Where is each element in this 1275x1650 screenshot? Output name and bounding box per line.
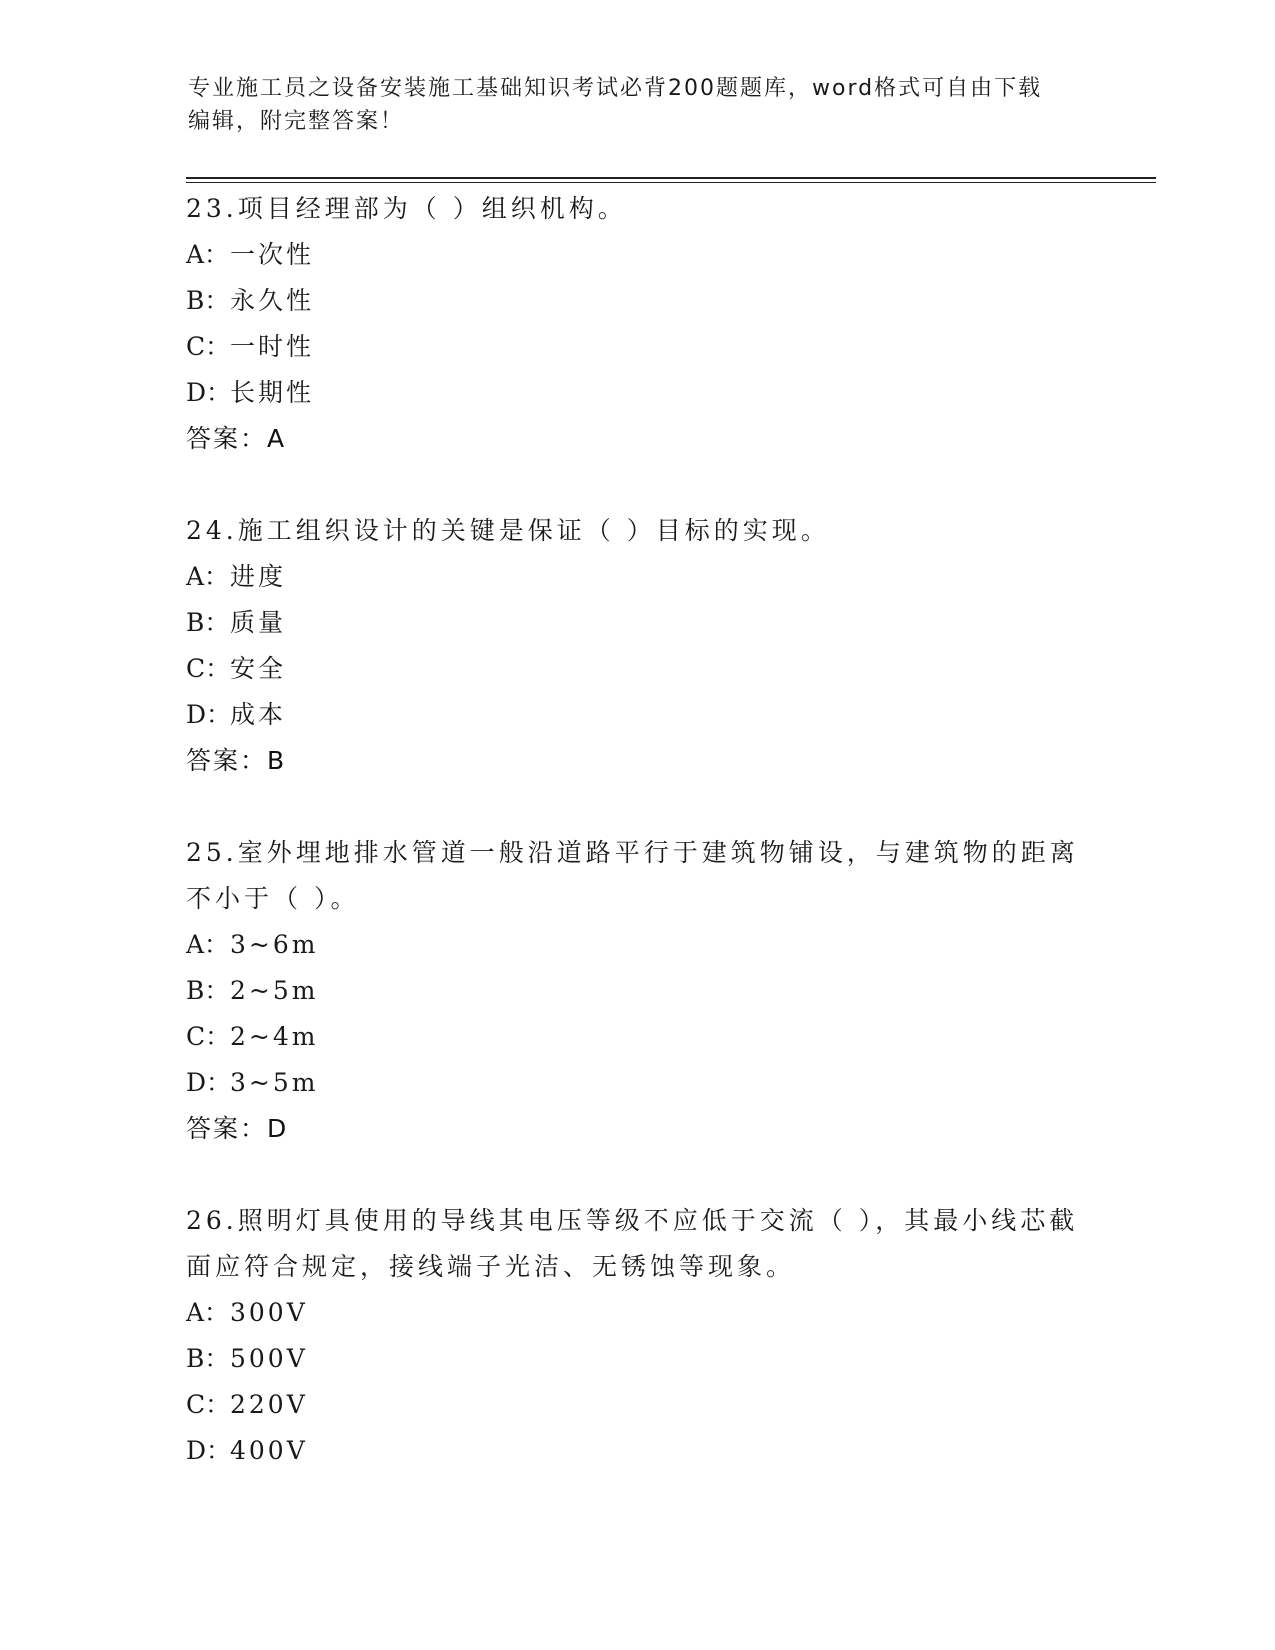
question-24 (186, 508, 1086, 784)
option-text: 500V (230, 1344, 308, 1373)
option-text: 成本 (230, 700, 287, 729)
question-25 (186, 830, 1086, 1152)
option-d (186, 1060, 1086, 1106)
option-letter: A： (186, 562, 230, 591)
option-text: 永久性 (230, 286, 315, 315)
option-text: 质量 (230, 608, 287, 637)
option-b (186, 968, 1086, 1014)
option-letter: A： (186, 240, 230, 269)
option-letter: A： (186, 1298, 230, 1327)
option-a (186, 1290, 1086, 1336)
question-23 (186, 186, 1086, 462)
option-letter: D： (186, 1436, 232, 1465)
option-letter: C： (186, 1390, 231, 1419)
option-c (186, 324, 1086, 370)
option-text: 220V (230, 1390, 308, 1419)
option-letter: A： (186, 930, 230, 959)
option-letter: B： (186, 608, 230, 637)
question-stem: 26.照明灯具使用的导线其电压等级不应低于交流（ ），其最小线芯截面应符合规定，接线端子光洁、无锈蚀等现象。 (186, 1206, 1079, 1281)
option-letter: C： (186, 332, 231, 361)
option-c (186, 646, 1086, 692)
header-line-1: 专业施工员之设备安装施工基础知识考试必背200题题库，word格式可自由下载 (188, 76, 1043, 101)
option-text: 400V (230, 1436, 308, 1465)
answer-line: 答案：D (186, 1114, 289, 1143)
header-divider-thin (186, 182, 1156, 183)
option-letter: D： (186, 1068, 232, 1097)
option-letter: B： (186, 976, 230, 1005)
option-letter: D： (186, 700, 232, 729)
question-list (186, 186, 1086, 1520)
option-a (186, 232, 1086, 278)
option-letter: C： (186, 654, 231, 683)
option-text: 安全 (230, 654, 287, 683)
answer-line: 答案：A (186, 424, 287, 453)
header-line-2: 编辑，附完整答案！ (188, 109, 405, 134)
option-text: 长期性 (230, 378, 315, 407)
answer-line: 答案：B (186, 746, 287, 775)
option-b (186, 600, 1086, 646)
option-letter: B： (186, 286, 230, 315)
option-c (186, 1382, 1086, 1428)
option-text: 3~6m (230, 930, 319, 959)
question-stem: 24.施工组织设计的关键是保证（ ）目标的实现。 (186, 516, 830, 545)
option-a (186, 922, 1086, 968)
option-b (186, 1336, 1086, 1382)
option-d (186, 370, 1086, 416)
option-d (186, 692, 1086, 738)
option-d (186, 1428, 1086, 1474)
header-divider-thick (186, 177, 1156, 179)
option-c (186, 1014, 1086, 1060)
question-stem: 25.室外埋地排水管道一般沿道路平行于建筑物铺设，与建筑物的距离不小于（ ）。 (186, 838, 1079, 913)
option-text: 300V (230, 1298, 308, 1327)
option-b (186, 278, 1086, 324)
option-letter: B： (186, 1344, 230, 1373)
option-text: 进度 (230, 562, 287, 591)
question-stem: 23.项目经理部为（ ）组织机构。 (186, 194, 627, 223)
option-a (186, 554, 1086, 600)
option-text: 2~4m (230, 1022, 319, 1051)
option-text: 一次性 (230, 240, 315, 269)
option-text: 一时性 (230, 332, 315, 361)
option-letter: C： (186, 1022, 231, 1051)
option-letter: D： (186, 378, 232, 407)
question-26 (186, 1198, 1086, 1474)
option-text: 3~5m (230, 1068, 319, 1097)
page-header (188, 72, 1088, 138)
option-text: 2~5m (230, 976, 319, 1005)
